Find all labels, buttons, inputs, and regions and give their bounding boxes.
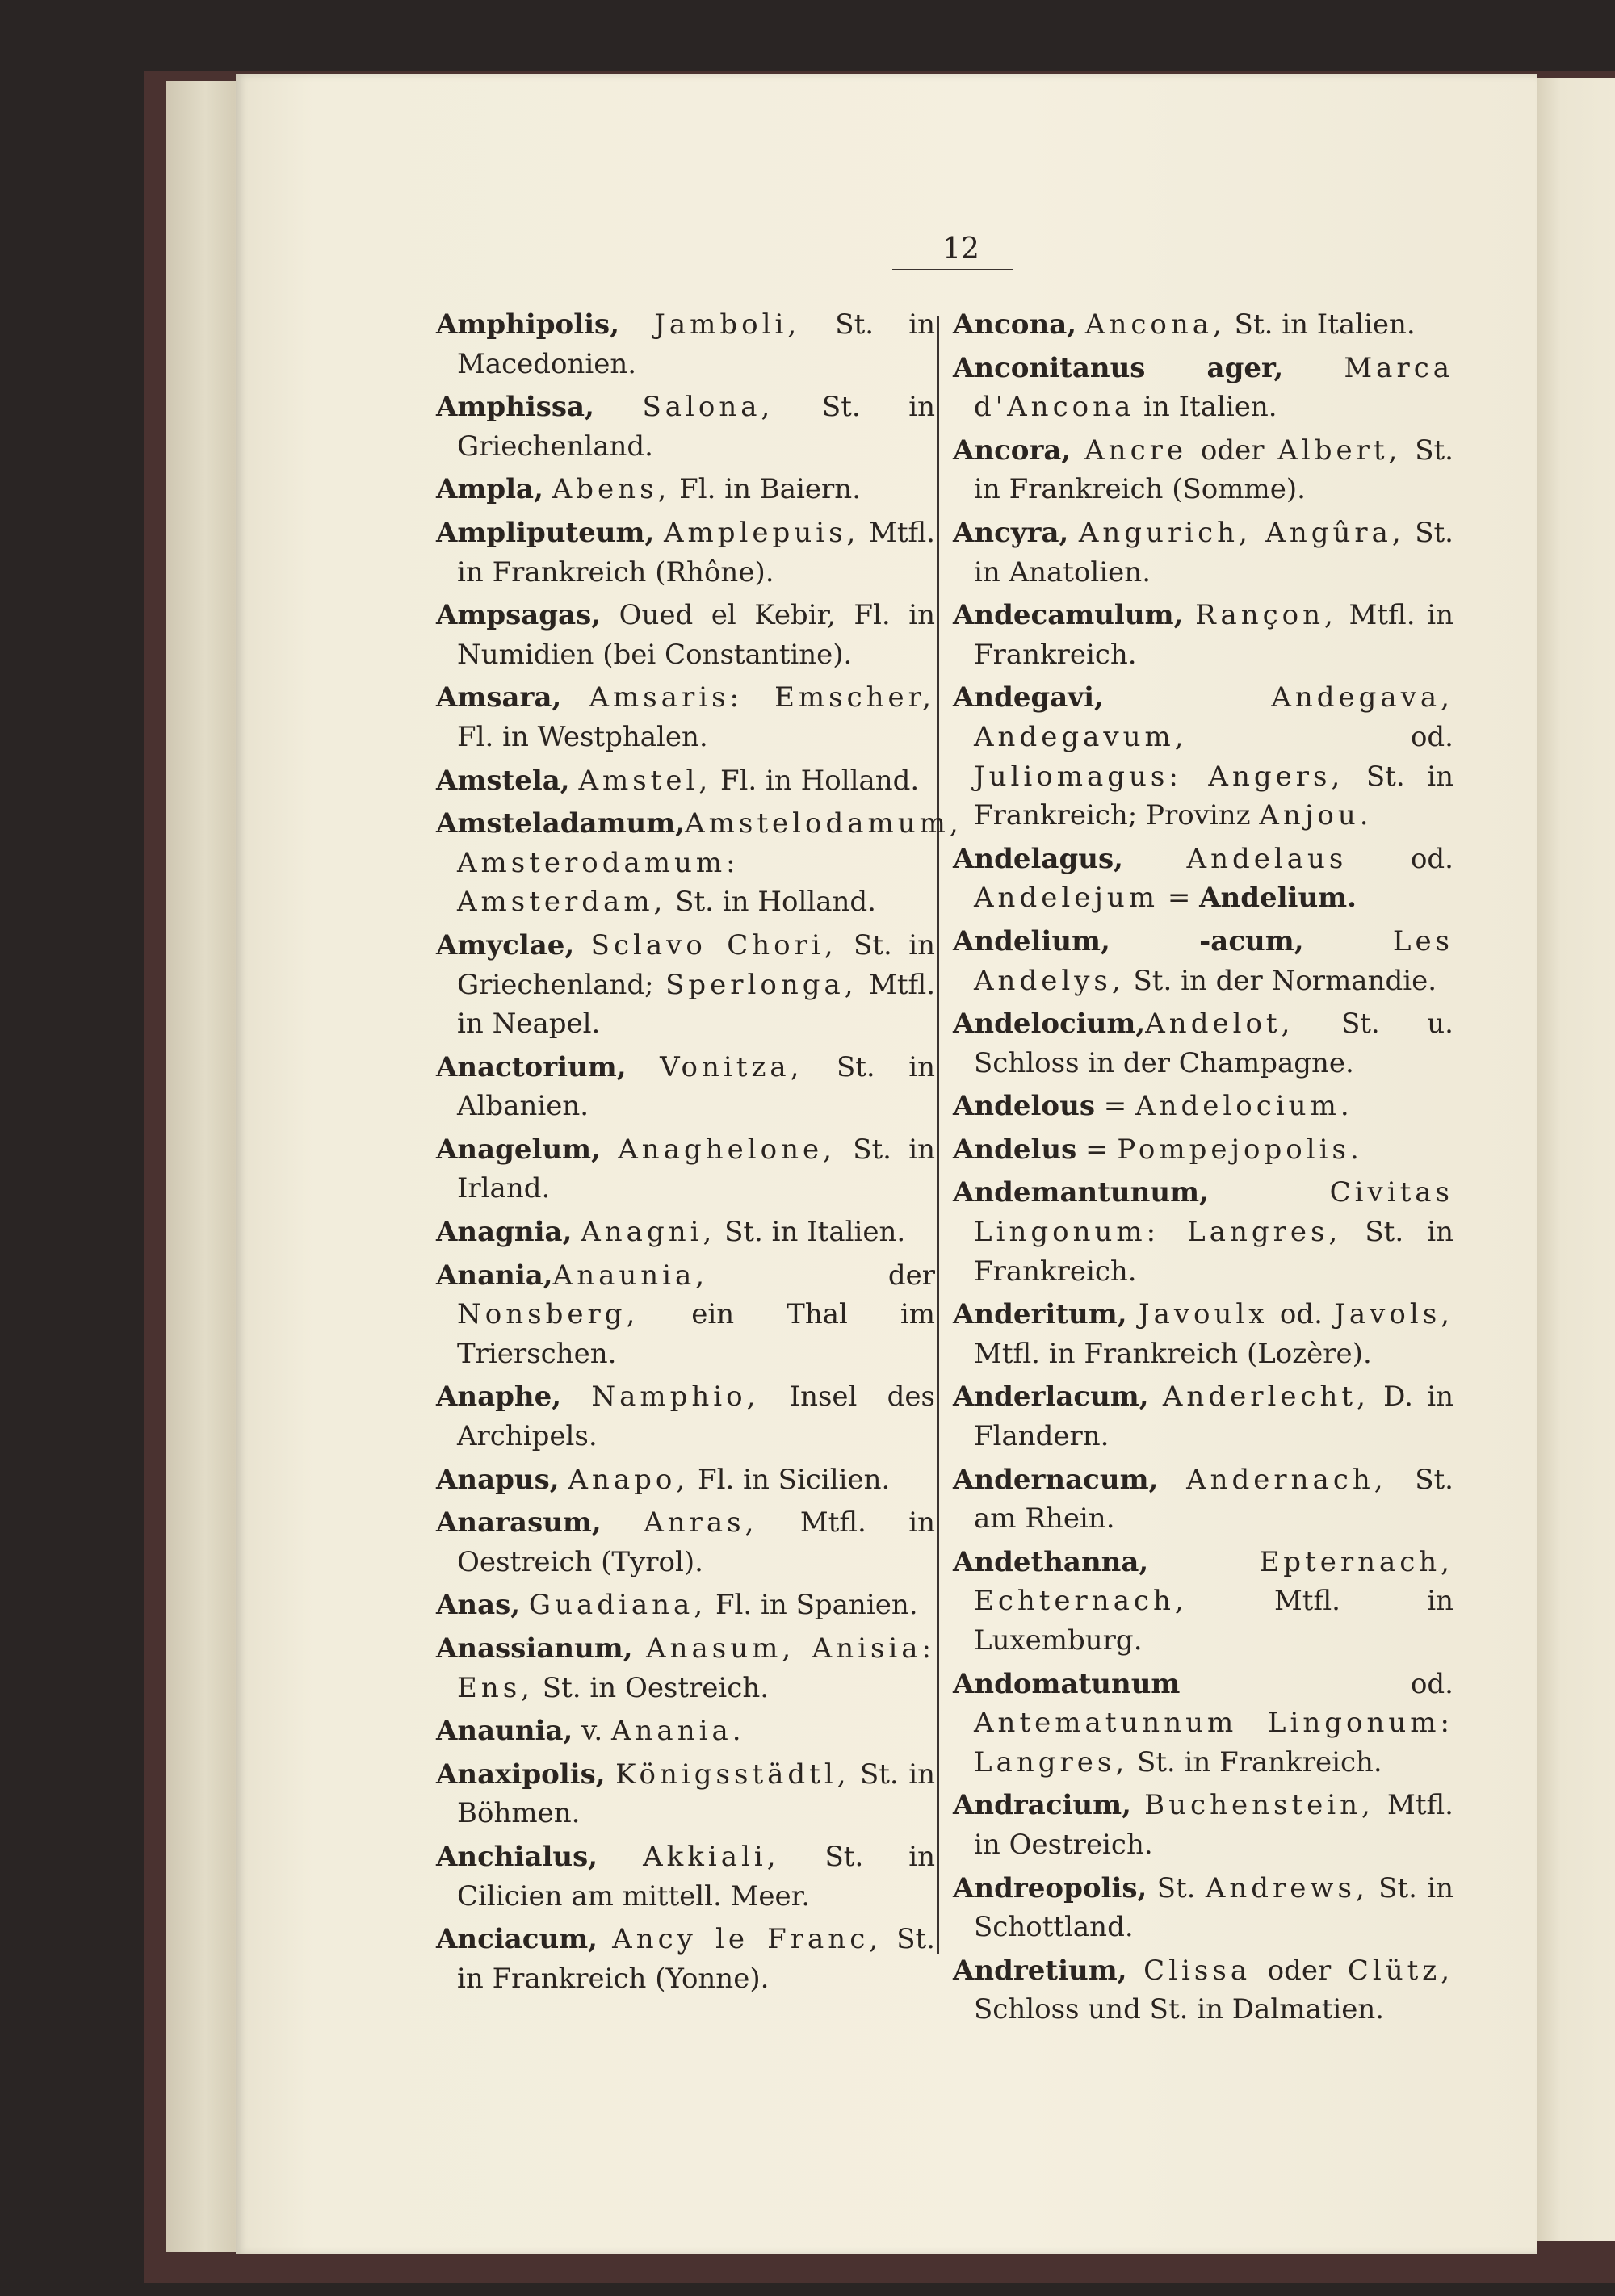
- dictionary-entry: [953, 840, 1454, 918]
- entry-term: Ampsagas,: [436, 599, 602, 632]
- entry-text: [633, 1632, 646, 1665]
- entry-text: [1071, 434, 1084, 467]
- dictionary-entry: [436, 1503, 935, 1582]
- entry-text: [654, 517, 664, 549]
- modern-name: Amplepuis,: [664, 516, 860, 549]
- modern-name: Clütz,: [1347, 1954, 1454, 1987]
- entry-text: od.: [1268, 1298, 1335, 1331]
- entry-term: Anassianum,: [436, 1632, 633, 1665]
- modern-name: Ancona,: [1084, 308, 1226, 341]
- entry-text: v.: [573, 1715, 611, 1748]
- dictionary-entry: [953, 305, 1454, 345]
- entry-text: Insel des Archipels.: [457, 1381, 935, 1453]
- entry-term: Anciacum,: [436, 1923, 598, 1956]
- entry-text: [1148, 1546, 1259, 1578]
- entry-text: [1131, 1789, 1144, 1821]
- dictionary-entry: [436, 1213, 935, 1252]
- entry-term: Ampla,: [436, 473, 543, 506]
- entry-text: [574, 929, 590, 962]
- entry-term: Amyclae,: [436, 928, 575, 962]
- entry-term: Anaunia,: [436, 1715, 573, 1748]
- entry-text: St. in Griechenland;: [457, 928, 936, 1001]
- modern-name: Anagni,: [581, 1216, 716, 1249]
- modern-name: Angurich, Angûra,: [1078, 516, 1405, 549]
- entry-text: [598, 1841, 643, 1873]
- modern-name: Vonitza,: [660, 1050, 803, 1083]
- dictionary-entry: [953, 1004, 1454, 1083]
- modern-name: Marca d'Ancona: [974, 351, 1454, 424]
- entry-text: [561, 681, 589, 714]
- entry-term: Anania,: [436, 1259, 553, 1292]
- entry-term: Andecamulum,: [953, 599, 1184, 632]
- entry-text: od.: [1347, 842, 1454, 875]
- dictionary-entry: [953, 596, 1454, 674]
- entry-term: Anagelum,: [436, 1133, 601, 1166]
- entry-text: Mtfl. in Oestreich (Tyrol).: [457, 1506, 935, 1578]
- dictionary-entry: [436, 388, 935, 466]
- entry-term: Anconitanus ager,: [953, 351, 1284, 384]
- entry-term: Andracium,: [953, 1789, 1131, 1822]
- entry-text: [1076, 308, 1085, 341]
- entry-text: St. u. Schloss in der Champagne.: [974, 1008, 1454, 1079]
- entry-text: St. in Irland.: [457, 1133, 935, 1205]
- entry-text: St. in Italien.: [1225, 308, 1416, 341]
- dictionary-entry: [436, 305, 935, 383]
- dictionary-entry: [436, 1377, 935, 1456]
- right-column: [953, 305, 1454, 2034]
- modern-name: Amstelodamum, Amsterodamum: Amsterdam,: [457, 807, 963, 919]
- entry-text: St. in Frankreich (Somme).: [974, 434, 1454, 506]
- entry-text: [1123, 843, 1187, 875]
- entry-text: St. in Albanien.: [457, 1050, 936, 1123]
- modern-name: Civitas Lingonum: Langres,: [974, 1176, 1454, 1249]
- header-rule: [892, 269, 1013, 270]
- entry-text: St. in Oestreich.: [533, 1671, 770, 1704]
- dictionary-entry: [953, 1377, 1454, 1456]
- facing-page-edge: [1537, 78, 1615, 2241]
- entry-term: Anarasum,: [436, 1506, 602, 1540]
- entry-term: Anaxipolis,: [436, 1758, 606, 1791]
- entry-text: [1127, 1955, 1144, 1987]
- entry-text: Fl. in Westphalen.: [457, 720, 708, 753]
- entry-text: [1183, 599, 1195, 631]
- entry-term: Anas,: [436, 1589, 521, 1622]
- dictionary-entry: [953, 1173, 1454, 1291]
- entry-term: Amphissa,: [436, 391, 594, 424]
- entry-text: Andelium.: [1199, 882, 1357, 915]
- dictionary-entry: [436, 1586, 935, 1625]
- modern-name: Anania.: [610, 1715, 745, 1748]
- entry-text: [1283, 352, 1344, 384]
- entry-text: [561, 1381, 591, 1413]
- entry-term: Anactorium,: [436, 1050, 627, 1083]
- entry-term: Andelagus,: [953, 842, 1123, 875]
- modern-name: Anras,: [644, 1506, 758, 1540]
- entry-text: D. in Flandern.: [974, 1381, 1454, 1453]
- entry-text: ein Thal im Trierschen.: [457, 1298, 935, 1370]
- entry-text: Oued el Kebir, Fl. in Numidien (bei Constantine).: [457, 599, 935, 671]
- dictionary-entry: [436, 1837, 935, 1916]
- entry-text: [602, 1506, 644, 1539]
- dictionary-entry: [953, 1869, 1454, 1947]
- modern-name: Javoulx: [1138, 1298, 1269, 1331]
- dictionary-entry: [436, 678, 935, 756]
- entry-text: Fl. in Holland.: [711, 764, 920, 797]
- entry-text: [1104, 681, 1272, 714]
- entry-term: Andretium,: [953, 1954, 1127, 1987]
- entry-text: [1304, 925, 1393, 957]
- left-column: [436, 305, 963, 2002]
- entry-text: St. in Macedonien.: [457, 308, 935, 380]
- modern-name: Andegava, Andegavum,: [974, 681, 1454, 753]
- entry-term: Anagnia,: [436, 1216, 573, 1249]
- entry-text: [1127, 1298, 1139, 1330]
- entry-text: St. in Frankreich (Yonne).: [457, 1923, 935, 1995]
- entry-text: [594, 391, 643, 423]
- modern-name: Epternach, Echternach,: [974, 1545, 1454, 1618]
- entry-term: Andelus: [953, 1133, 1077, 1166]
- dictionary-entry: [436, 1048, 935, 1126]
- modern-name: Anasum, Anisia: Ens,: [457, 1632, 936, 1704]
- modern-name: Andelot,: [1145, 1008, 1294, 1041]
- entry-term: Andelous: [953, 1090, 1095, 1123]
- dictionary-entry: [436, 1755, 935, 1833]
- dictionary-entry: [953, 1951, 1454, 2030]
- entry-text: Mtfl. in Oestreich.: [974, 1789, 1454, 1861]
- modern-name: Andrews,: [1205, 1871, 1369, 1904]
- modern-name: Anderlecht,: [1162, 1381, 1370, 1414]
- entry-text: St. in Frankreich.: [974, 1216, 1454, 1288]
- dictionary-entry: [436, 1460, 935, 1500]
- modern-name: Abens,: [552, 473, 671, 506]
- modern-name: Amsaris: Emscher,: [589, 681, 935, 714]
- entry-text: St. in Schottland.: [974, 1871, 1454, 1944]
- dictionary-entry: [436, 513, 935, 592]
- entry-text: St. in Frankreich; Provinz: [974, 760, 1454, 832]
- modern-name: Les Andelys,: [974, 924, 1454, 997]
- modern-name: Albert,: [1277, 434, 1402, 467]
- entry-term: Amsteladamum,: [436, 807, 686, 840]
- entry-text: St. in Griechenland.: [457, 391, 936, 463]
- entry-text: Fl. in Baiern.: [670, 473, 862, 506]
- entry-term: Andreopolis,: [953, 1871, 1147, 1904]
- modern-name: Namphio,: [591, 1381, 760, 1414]
- entry-text: Mtfl. in Frankreich (Rhône).: [457, 516, 935, 589]
- entry-text: St. in Italien.: [715, 1216, 906, 1249]
- entry-text: od.: [1187, 720, 1454, 753]
- entry-text: [627, 1051, 661, 1083]
- entry-text: Schloss und St. in Dalmatien.: [974, 1993, 1385, 2026]
- modern-name: Anaghelone,: [618, 1133, 836, 1166]
- modern-name: Salona,: [642, 391, 774, 424]
- entry-text: St.: [1147, 1871, 1206, 1904]
- modern-name: Amstel,: [578, 764, 712, 797]
- entry-term: Ancyra,: [953, 516, 1069, 549]
- entry-term: Andernacum,: [953, 1463, 1159, 1496]
- modern-name: Guadiana,: [528, 1589, 707, 1622]
- entry-text: [1158, 1464, 1186, 1496]
- entry-term: Ancora,: [953, 434, 1072, 467]
- entry-text: [1209, 1176, 1330, 1209]
- modern-name: Akkiali,: [643, 1840, 780, 1873]
- entry-text: St. in Anatolien.: [974, 516, 1454, 589]
- modern-name: Sclavo Chori,: [590, 928, 837, 962]
- entry-text: Mtfl. in Luxemburg.: [974, 1585, 1454, 1657]
- entry-text: St. in Cilicien am mittell. Meer.: [457, 1840, 935, 1913]
- modern-name: Anjou.: [1259, 799, 1373, 832]
- entry-term: Ampliputeum,: [436, 516, 655, 549]
- modern-name: Anaunia,: [552, 1259, 709, 1292]
- entry-text: =: [1094, 1090, 1136, 1123]
- entry-term: Anapus,: [436, 1463, 560, 1496]
- entry-term: Amsara,: [436, 681, 562, 714]
- entry-term: Anaphe,: [436, 1381, 562, 1414]
- entry-text: St. in Frankreich.: [1128, 1745, 1382, 1779]
- dictionary-entry: [436, 470, 935, 509]
- modern-name: Anapo,: [568, 1463, 690, 1496]
- entry-text: -acum,: [1199, 924, 1304, 957]
- page-number: 12: [942, 233, 979, 266]
- entry-text: [1068, 517, 1078, 549]
- modern-name: Nonsberg,: [457, 1298, 640, 1331]
- entry-text: Mtfl. in Frankreich (Lozère).: [974, 1337, 1372, 1370]
- entry-text: [1110, 925, 1199, 957]
- entry-text: =: [1076, 1133, 1118, 1166]
- entry-text: =: [1159, 882, 1200, 915]
- dictionary-entry: [436, 1629, 935, 1707]
- entry-term: Anderlacum,: [953, 1381, 1149, 1414]
- modern-name: Antematunnum Lingonum: Langres,: [974, 1707, 1454, 1779]
- entry-text: der: [708, 1259, 935, 1292]
- dictionary-entry: [953, 1087, 1454, 1126]
- dictionary-entry: [953, 1295, 1454, 1373]
- entry-term: Andethanna,: [953, 1545, 1149, 1578]
- entry-term: Amstela,: [436, 764, 570, 797]
- dictionary-entry: [953, 1665, 1454, 1783]
- entry-text: St. in Holland.: [666, 886, 876, 919]
- dictionary-entry: [436, 926, 935, 1044]
- entry-text: in Italien.: [1135, 391, 1277, 424]
- dictionary-entry: [953, 513, 1454, 592]
- entry-text: [560, 1464, 568, 1496]
- entry-term: Anderitum,: [953, 1298, 1127, 1331]
- entry-text: Mtfl. in Neapel.: [457, 968, 935, 1041]
- dictionary-entry: [436, 596, 935, 674]
- dictionary-entry: [953, 1786, 1454, 1864]
- entry-text: oder: [1187, 434, 1278, 467]
- entry-text: [598, 1923, 612, 1955]
- modern-name: Jamboli,: [654, 308, 801, 341]
- modern-name: Andelejum: [974, 882, 1160, 915]
- modern-name: Königsstädtl,: [615, 1758, 850, 1791]
- modern-name: Javols,: [1334, 1298, 1454, 1331]
- entry-term: Andomatunum: [953, 1667, 1181, 1700]
- dictionary-entry: [953, 922, 1454, 1000]
- modern-name: Juliomagus: Angers,: [974, 760, 1344, 793]
- entry-text: St. in der Normandie.: [1124, 964, 1437, 997]
- dictionary-entry: [953, 349, 1454, 427]
- entry-text: [543, 473, 552, 505]
- dictionary-entry: [953, 1460, 1454, 1539]
- dictionary-entry: [436, 804, 963, 922]
- entry-term: Anchialus,: [436, 1840, 598, 1873]
- dictionary-entry: [436, 761, 935, 801]
- entry-term: Andelium,: [953, 924, 1110, 957]
- dictionary-entry: [953, 431, 1454, 509]
- entry-text: [572, 1216, 581, 1248]
- entry-term: Andemantunum,: [953, 1176, 1209, 1209]
- entry-term: Ancona,: [953, 308, 1077, 341]
- entry-text: Fl. in Sicilien.: [689, 1463, 891, 1496]
- modern-name: Clissa: [1143, 1954, 1252, 1987]
- modern-name: Ancre: [1084, 434, 1187, 467]
- entry-text: od.: [1180, 1667, 1454, 1700]
- modern-name: Andernach,: [1186, 1463, 1387, 1496]
- entry-text: [601, 1133, 618, 1166]
- modern-name: Rançon,: [1195, 599, 1337, 632]
- entry-text: St. in Böhmen.: [457, 1758, 935, 1830]
- dictionary-entry: [953, 678, 1454, 835]
- modern-name: Pompejopolis.: [1117, 1133, 1363, 1166]
- column-divider: [937, 316, 939, 1954]
- entry-text: [570, 765, 579, 797]
- modern-name: Ancy le Franc,: [612, 1923, 883, 1956]
- modern-name: Andelocium.: [1135, 1090, 1353, 1123]
- entry-text: [606, 1758, 615, 1791]
- entry-term: Andelocium,: [953, 1008, 1146, 1041]
- entry-text: St. am Rhein.: [974, 1463, 1454, 1536]
- modern-name: Andelaus: [1186, 842, 1348, 875]
- dictionary-entry: [436, 1712, 935, 1751]
- dictionary-entry: [953, 1543, 1454, 1661]
- entry-text: Mtfl. in Frankreich.: [974, 599, 1454, 671]
- dictionary-entry: [436, 1130, 935, 1209]
- modern-name: Buchenstein,: [1144, 1789, 1374, 1822]
- entry-text: oder: [1251, 1954, 1348, 1987]
- dictionary-entry: [436, 1256, 935, 1374]
- dictionary-entry: [436, 1920, 935, 1998]
- entry-text: Fl. in Spanien.: [707, 1589, 918, 1622]
- entry-term: Amphipolis,: [436, 308, 620, 341]
- entry-text: [619, 308, 654, 341]
- dictionary-entry: [953, 1130, 1454, 1170]
- modern-name: Sperlonga,: [665, 968, 858, 1001]
- entry-term: Andegavi,: [953, 681, 1104, 714]
- entry-text: [520, 1589, 529, 1621]
- entry-text: [1149, 1381, 1163, 1413]
